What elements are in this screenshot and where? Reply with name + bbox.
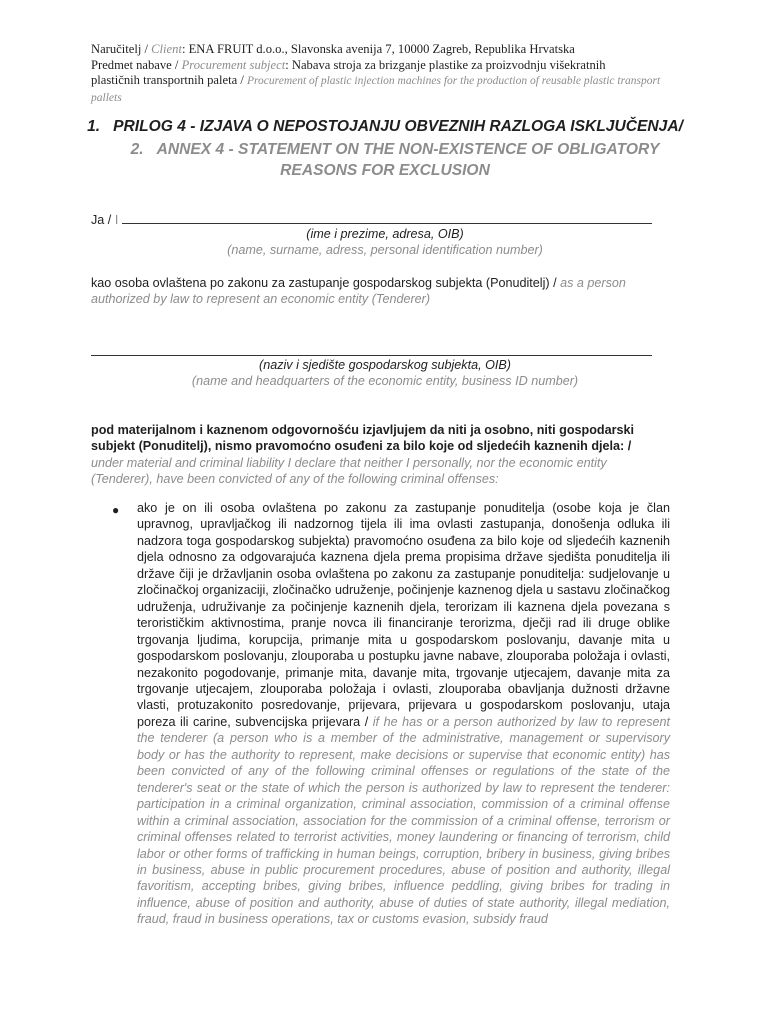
declarant-caption-hr: (ime i prezime, adresa, OIB) [306,227,464,241]
entity-blank-field[interactable] [91,354,652,356]
subject-label-en: Procurement subject [181,57,286,72]
authorized-paragraph [91,275,656,308]
statement-text-hr: pod materijalnom i kaznenom odgovornošću izjavljujem da niti ja osobno, niti gospodarski subjekt (Ponuditelj), nismo pravomoćno osuđeni za bilo koje od sljedećih kaznenih djela: / [91,423,635,454]
client-label: Naručitelj [91,42,142,56]
bullet-marker: ● [112,503,120,517]
declarant-blank-field[interactable] [122,211,652,224]
declarant-caption-en: (name, surname, adress, personal identification number) [227,243,543,257]
declarant-prefix: Ja / [91,213,115,227]
subject-line-2: plastičnih transportnih paleta / Procurement of plastic injection machines for the production of reusable plastic transport pallets [91,73,661,104]
client-line: Naručitelj / Client: ENA FRUIT d.o.o., Slavonska avenija 7, 10000 Zagreb, Republika Hrvatska [91,42,575,56]
subject-value-line1: Nabava stroja za brizganje plastike za proizvodnju višekratnih [291,57,606,72]
subject-value-line2: plastičnih transportnih paleta [91,73,238,87]
title-en-number: 2. [130,141,144,158]
title-en-line1: ANNEX 4 - STATEMENT ON THE NON-EXISTENCE OF OBLIGATORY [156,141,660,158]
declarant-prefix-en: I [114,213,119,227]
offenses-text-hr: ako je on ili osoba ovlaštena po zakonu za zastupanje ponuditelja (osobe koja je član upravnog, upravljačkog ili nadzornog tijela ili ima ovlasti zastupanja, donošenja odluka ili nadzora toga gospodarskog subjekta) pravomoćno osuđena za bilo koje od sljedećih kaznenih djela odnosno za odgovarajuća kaznena djela prema propisima države sjedišta ponuditelja ili države čiji je državljanin osoba ovlaštena po zakonu za zastupanje ponuditelja: sudjelovanje u zločinačkoj organizaciji, zločinačko udruženje, počinjenje kaznenog djela u sastavu zločinačkog udruženja, udruživanje za počinjenje kaznenih djela, terorizam ili kaznena djela povezana s terorističkim aktivnostima, pranje novca ili financiranje terorizma, dječji rad ili druge oblike trgovanja ljudima, korupcija, primanje mita u gospodarskom poslovanju, davanje mita u gospodarskom poslovanju, zlouporaba u postupku javne nabave, zlouporaba položaja i ovlasti, nezakonito pogodovanje, primanje mita, davanje mita, trgovanje utjecajem, davanje mita za trgovanje utjecajem, zlouporaba položaja i ovlasti, zlouporaba obavljanja dužnosti državne vlasti, protuzakonito posredovanje, prijevara, prijevara u gospodarskom poslovanju, utaja poreza ili carine, subvencijska prijevara / [137,501,670,729]
subject-line: Predmet nabave / Procurement subject: Nabava stroja za brizganje plastike za proizvodnju višekratnih [91,57,606,72]
title-en-line1-wrap [0,139,770,160]
declarant-line [91,211,652,227]
offenses-text-en: if he has or a person authorized by law to represent the tenderer (a person who is a member of the administrative, management or supervisory body or has the authority to represent, make decisions or supervise that economic entity) has been convicted of any of the following criminal offenses or regulations of the state of the tenderer's seat or the state of which the person is authorized by law to represent the tenderer: participation in a criminal organization, criminal association, commission of a criminal offense within a criminal association, association for the commission of a criminal offense, terrorism or criminal offenses related to terrorist activities, money laundering or financing of terrorism, child labor or other forms of trafficking in human beings, corruption, bribery in business, giving bribes in business, abuse in public procurement procedures, abuse of position and authority, illegal favoritism, accepting bribes, giving bribes, influence peddling, giving bribes for trading in influence, abuse of position and authority, abuse of duties of state authority, illegal mediation, fraud, fraud in business operations, tax or customs evasion, subsidy fraud [137,714,671,927]
title-croatian [0,118,770,136]
title-en-line2: REASONS FOR EXCLUSION [280,162,490,179]
statement-text-en: under material and criminal liability I declare that neither I personally, nor the economic entity (Tenderer), have been convicted of any of the following criminal offenses: [91,455,607,487]
subject-label: Predmet nabave [91,57,172,72]
authorized-text-hr: kao osoba ovlaštena po zakonu za zastupanje gospodarskog subjekta (Ponuditelj) / [91,276,557,290]
title-english [0,139,770,181]
client-value: ENA FRUIT d.o.o., Slavonska avenija 7, 10000 Zagreb, Republika Hrvatska [188,42,575,56]
title-hr-text: PRILOG 4 - IZJAVA O NEPOSTOJANJU OBVEZNIH RAZLOGA ISKLJUČENJA/ [113,118,683,135]
subject-value-en: Procurement of plastic injection machines for the production of reusable plastic transport pallets [91,75,661,104]
document-header [91,42,691,106]
entity-caption-hr: (naziv i sjedište gospodarskog subjekta, OIB) [259,358,511,372]
statement-paragraph [91,422,653,488]
entity-caption-en: (name and headquarters of the economic entity, business ID number) [191,374,579,388]
client-label-en: Client [151,42,182,56]
title-hr-number: 1. [87,118,101,135]
offenses-list-item [137,500,670,928]
authorized-text-en: as a person authorized by law to represent an economic entity (Tenderer) [91,276,626,307]
